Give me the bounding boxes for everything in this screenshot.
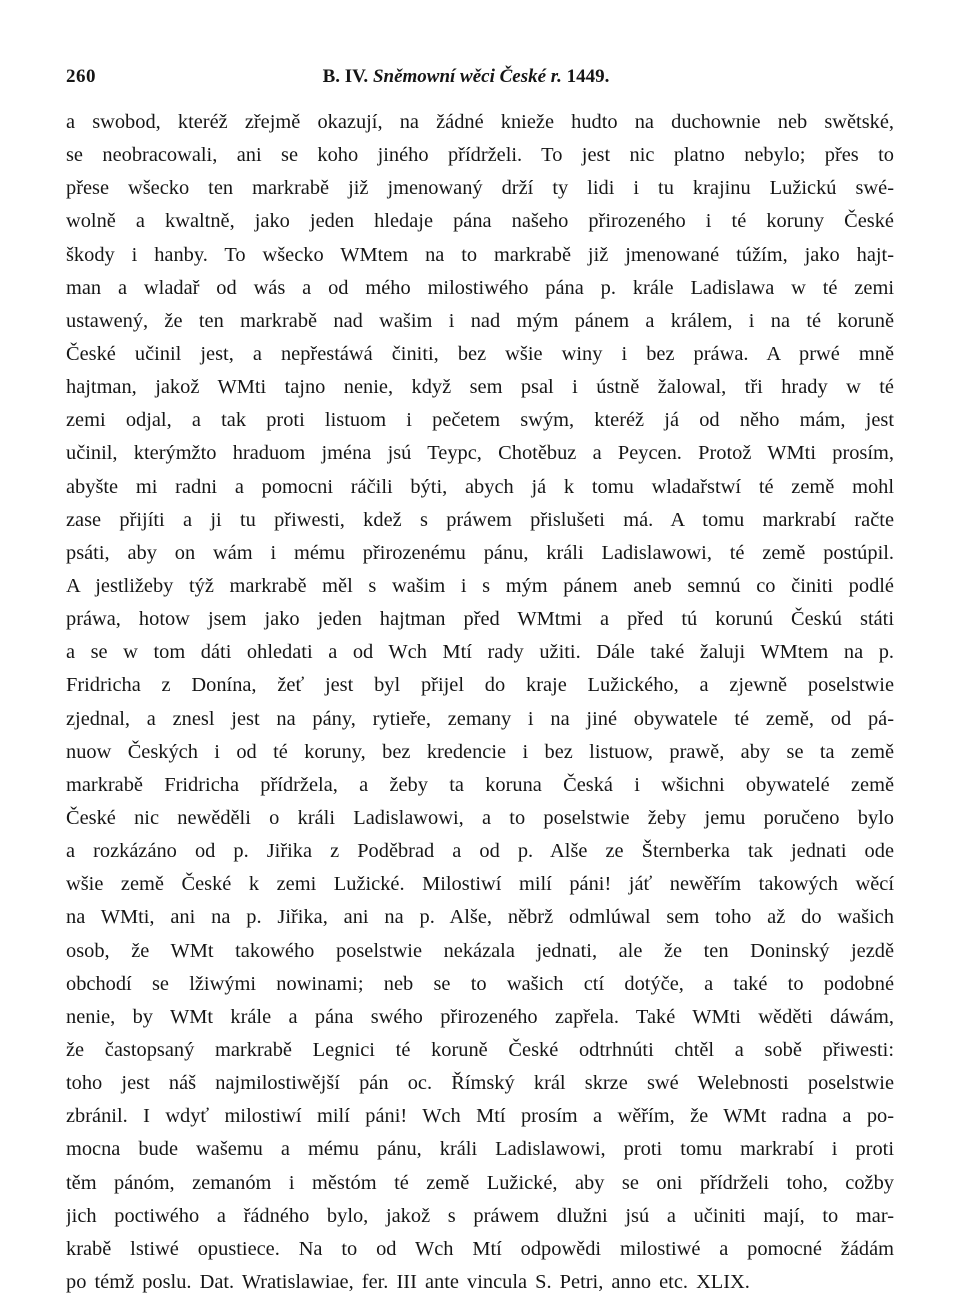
- text-line: obchodí se lžiwými nowinami; neb se to wašich ctí dotýče, a také to podobné: [66, 972, 894, 995]
- text-line: Fridricha z Donína, žeť jest byl přijel do kraje Lužického, a zjewně poselstwie: [66, 674, 894, 697]
- page-header: [66, 66, 894, 92]
- running-head: [66, 66, 894, 88]
- text-line: psáti, aby on wám i mému přirozenému pánu, králi Ladislawowi, té země postúpil.: [66, 541, 894, 564]
- text-line: na WMti, ani na p. Jiřika, ani na p. Alše, něbrž odmlúwal sem toho až do wašich: [66, 906, 894, 929]
- text-line: toho jest náš najmilostiwější pán oc. Římský král skrze swé Welebnosti poselstwie: [66, 1072, 894, 1095]
- page-number: 260: [66, 66, 96, 87]
- text-line: hajtman, jakož WMti tajno nenie, když sem psal i ústně žalowal, tři hrady w té: [66, 376, 894, 399]
- text-line: zemi odjal, a tak proti listuom i pečetem swým, kteréž já od něho mám, jest: [66, 409, 894, 432]
- text-line: těm pánóm, zemanóm i městóm té země Lužické, aby se oni přídrželi toho, cožby: [66, 1171, 894, 1194]
- running-head-title: Sněmowní wěci České r.: [372, 66, 562, 87]
- text-line: wšie země České k zemi Lužické. Milostiwí milí páni! jáť newěřím takowých wěcí: [66, 873, 894, 896]
- text-line: zjednal, a znesl jest na pány, rytieře, zemany i na jiné obywatele té země, od pá-: [66, 707, 894, 730]
- text-line: osob, že WMt takowého poselstwie nekázala jednati, ale že ten Doninský jezdě: [66, 939, 894, 962]
- running-head-year: 1449.: [566, 66, 610, 87]
- text-line: nuow Českých i od té koruny, bez kredencie i bez listuow, prawě, aby se ta země: [66, 740, 894, 763]
- text-line: abyšte mi radni a pomocni ráčili býti, abych já k tomu wladařstwí té země mohl: [66, 475, 894, 498]
- text-line: jich poctiwého a řádného bylo, jakož s práwem dlužni jsú a učiniti mají, to mar-: [66, 1204, 894, 1227]
- text-line: učinil, kterýmžto hraduom jména jsú Teypc, Chotěbuz a Peycen. Protož WMti prosím,: [66, 442, 894, 465]
- text-line: man a wladař od wás a od mého milostiwého pána p. krále Ladislawa w té zemi: [66, 276, 894, 299]
- text-line: a swobod, kteréž zřejmě okazují, na žádné knieže hudto na duchownie neb swětské,: [66, 111, 894, 133]
- text-line: A jestližeby týž markrabě měl s wašim i s mým pánem aneb semnú co činiti podlé: [66, 574, 894, 597]
- text-line: wolně a kwaltně, jako jeden hledaje pána našeho přirozeného i té koruny České: [66, 210, 894, 233]
- text-line: škody i hanby. To wšecko WMtem na to markrabě již jmenowané túžím, jako hajt-: [66, 243, 894, 266]
- text-line: práwa, hotow jsem jako jeden hajtman před WMtmi a před tú korunú Českú státi: [66, 608, 894, 631]
- running-head-section: B. IV.: [322, 66, 369, 87]
- body-text: [66, 106, 894, 1299]
- text-line: České učinil jest, a nepřestáwá činiti, bez wšie winy i bez práwa. A prwé mně: [66, 342, 894, 365]
- text-line: přese wšecko ten markrabě již jmenowaný drží ty lidi i tu krajinu Lužickú swé-: [66, 177, 894, 200]
- text-line: markrabě Fridricha přídržela, a žeby ta koruna Česká i wšichni obywatelé země: [66, 773, 894, 796]
- text-line: krabě lstiwé opustiece. Na to od Wch Mtí odpowědi milostiwé a pomocné žádám: [66, 1237, 894, 1260]
- text-line: se neobracowali, ani se koho jiného přídrželi. To jest nic platno nebylo; přes to: [66, 144, 894, 167]
- text-line: a se w tom dáti ohledati a od Wch Mtí rady užiti. Dále také žaluji WMtem na p.: [66, 641, 894, 664]
- text-line: zbránil. I wdyť milostiwí milí páni! Wch Mtí prosím a wěřím, že WMt radna a po-: [66, 1105, 894, 1128]
- text-line: že častopsaný markrabě Legnici té koruně České odtrhnúti chtěl a sobě přiwesti:: [66, 1038, 894, 1061]
- text-line: ustawený, že ten markrabě nad wašim i nad mým pánem a králem, i na té koruně: [66, 309, 894, 332]
- text-line: České nic newěděli o králi Ladislawowi, a to poselstwie žeby jemu poručeno bylo: [66, 806, 894, 829]
- text-line: mocna bude wašemu a mému pánu, králi Ladislawowi, proti tomu markrabí i proti: [66, 1138, 894, 1161]
- text-line: nenie, by WMt krále a pána swého přirozeného zapřela. Také WMti wěděti dáwám,: [66, 1005, 894, 1028]
- text-line: zase přijíti a ji tu přiwesti, kdež s práwem přislušeti má. A tomu markrabí račte: [66, 508, 894, 531]
- text-line: po témž poslu. Dat. Wratislawiae, fer. III ante vincula S. Petri, anno etc. XLIX.: [66, 1270, 750, 1293]
- text-line: a rozkázáno od p. Jiřika z Poděbrad a od p. Alše ze Šternberka tak jednati ode: [66, 840, 894, 863]
